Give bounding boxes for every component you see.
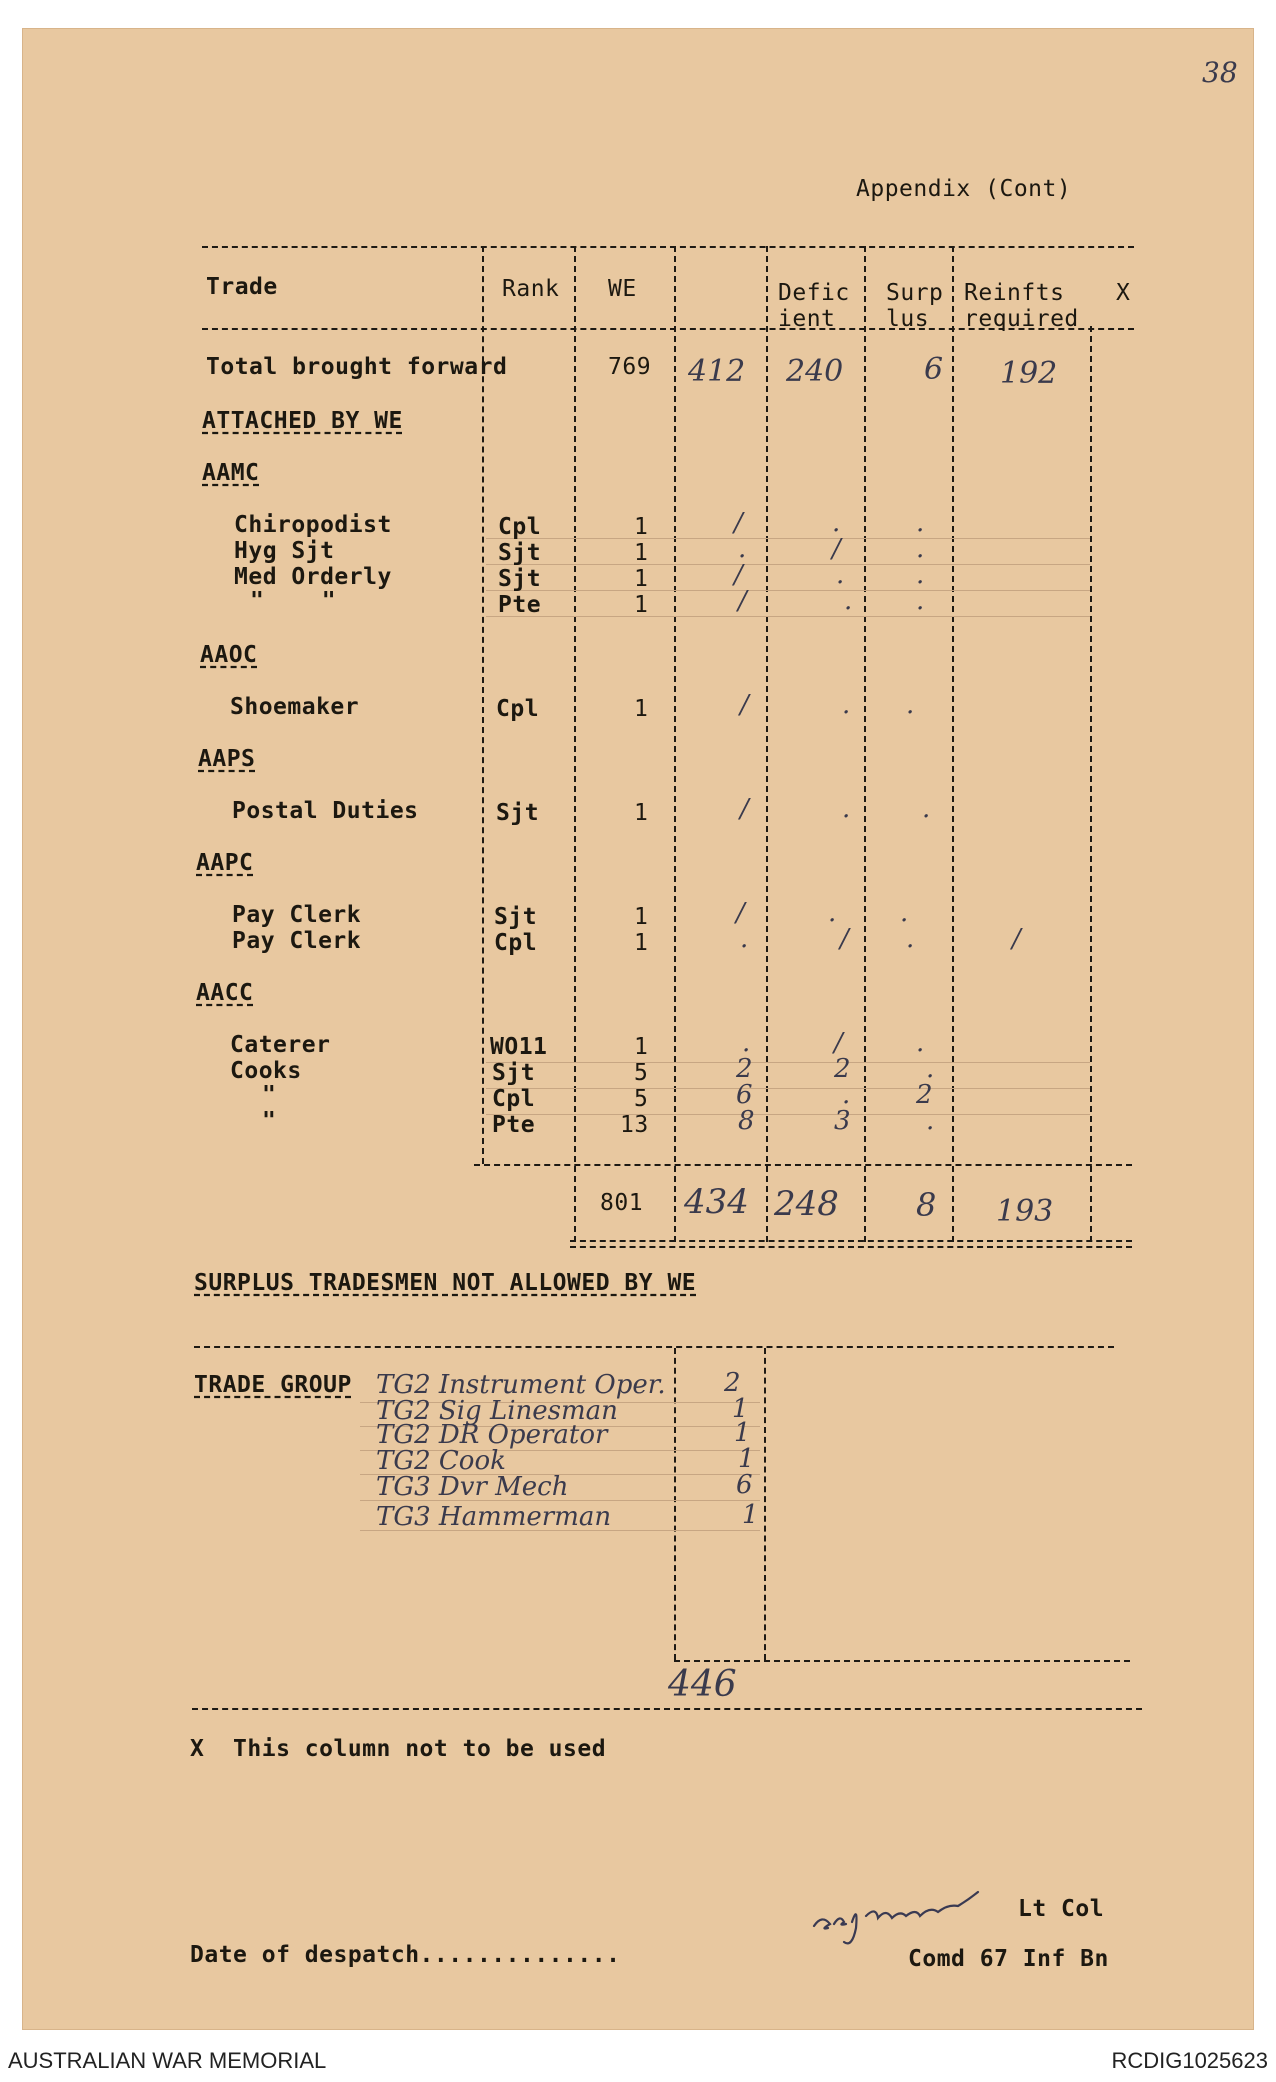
row-held: 8 [738, 1106, 755, 1136]
row-we: 1 [634, 800, 649, 826]
row-deficient: . [842, 690, 851, 720]
row-trade: " [262, 1108, 277, 1134]
row-trade: " [262, 1082, 277, 1108]
row-held: 2 [736, 1054, 753, 1084]
row-rank: WO11 [490, 1034, 548, 1060]
row-deficient: . [832, 508, 841, 538]
command-title: Comd 67 Inf Bn [908, 1946, 1109, 1972]
brought-forward-label: Total brought forward [206, 354, 508, 380]
row-we: 1 [634, 904, 649, 930]
row-held: / [740, 690, 749, 720]
row-surplus: . [916, 560, 925, 590]
row-we: 1 [634, 696, 649, 722]
row-surplus: . [916, 586, 925, 616]
header-x: X [1116, 280, 1131, 306]
row-held: . [738, 534, 747, 564]
surplus-bottom-rule [674, 1660, 1130, 1662]
page-number: 38 [1202, 56, 1238, 89]
row-we: 5 [634, 1060, 649, 1086]
row-we: 13 [620, 1112, 649, 1138]
total-surplus: 8 [916, 1186, 937, 1224]
row-trade: Chiropodist [234, 512, 392, 538]
trade-group-name: TG2 Instrument Oper. [376, 1370, 666, 1400]
brought-forward-we: 769 [608, 354, 652, 380]
header-trade: Trade [206, 274, 278, 300]
row-surplus: 2 [916, 1080, 933, 1110]
appendix-title: Appendix (Cont) [856, 176, 1072, 202]
table-top-rule [202, 246, 1134, 248]
section-aapc: AAPC [196, 850, 254, 876]
row-deficient: / [832, 534, 841, 564]
row-we: 1 [634, 930, 649, 956]
row-we: 1 [634, 540, 649, 566]
ruled-line [486, 538, 1090, 539]
ruled-line [486, 590, 1090, 591]
row-deficient: . [842, 794, 851, 824]
held-column-rule [674, 246, 676, 1242]
trade-group-count: 6 [736, 1470, 753, 1500]
section-aaoc: AAOC [200, 642, 258, 668]
row-held: / [734, 508, 743, 538]
totals-double-rule [570, 1246, 1132, 1248]
header-surplus: Surp lus [886, 280, 944, 332]
section-aaps: AAPS [198, 746, 256, 772]
row-rank: Pte [492, 1112, 536, 1138]
trade-group-name: TG3 Dvr Mech [376, 1472, 569, 1502]
row-deficient: / [840, 924, 849, 954]
deficient-column-rule [766, 246, 768, 1242]
trade-group-count: 2 [724, 1368, 741, 1398]
row-held: / [738, 586, 747, 616]
row-trade: Shoemaker [230, 694, 360, 720]
brought-forward-reinfts: 192 [1000, 356, 1058, 391]
header-reinfts-required: Reinfts required [964, 280, 1079, 332]
ruled-line [486, 616, 1090, 617]
total-we: 801 [600, 1190, 644, 1216]
row-deficient: . [842, 1080, 851, 1110]
row-surplus: . [922, 794, 931, 824]
section-aacc: AACC [196, 980, 254, 1006]
section-end-rule [192, 1708, 1142, 1710]
surplus-column-rule [864, 246, 866, 1242]
trade-group-count: 1 [742, 1500, 759, 1530]
row-held: . [740, 924, 749, 954]
row-trade: Pay Clerk [232, 902, 362, 928]
row-surplus: . [906, 924, 915, 954]
row-trade: Postal Duties [232, 798, 419, 824]
trade-group-name: TG2 Sig Linesman [376, 1396, 618, 1426]
total-reinfts: 193 [996, 1194, 1054, 1229]
row-surplus: . [916, 534, 925, 564]
brought-forward-held: 412 [688, 354, 746, 389]
row-held: . [742, 1028, 751, 1058]
row-held: / [734, 560, 743, 590]
row-surplus: . [900, 898, 909, 928]
attached-heading: ATTACHED BY WE [202, 408, 403, 434]
row-deficient: . [844, 586, 853, 616]
column-note: X This column not to be used [190, 1736, 607, 1762]
date-of-despatch: Date of despatch.............. [190, 1942, 621, 1968]
ruled-line [486, 1062, 1090, 1063]
row-trade: Med Orderly [234, 564, 392, 590]
row-rank: Sjt [498, 566, 542, 592]
row-held: / [740, 794, 749, 824]
we-column-rule [574, 246, 576, 1242]
row-we: 5 [634, 1086, 649, 1112]
trade-group-total: 446 [668, 1664, 737, 1705]
row-trade: Hyg Sjt [234, 538, 335, 564]
ruled-line [486, 564, 1090, 565]
surplus-count-left-rule [674, 1348, 676, 1660]
footer-record-id: RCDIG1025623 [1111, 2048, 1268, 2073]
section-aamc: AAMC [202, 460, 260, 486]
row-rank: Sjt [492, 1060, 536, 1086]
row-we: 1 [634, 592, 649, 618]
row-held: 6 [736, 1080, 753, 1110]
rank-column-rule [482, 246, 484, 1164]
archive-footer [0, 2036, 1276, 2082]
row-surplus: . [926, 1106, 935, 1136]
row-deficient: . [836, 560, 845, 590]
row-surplus: . [926, 1054, 935, 1084]
ruled-line [486, 1114, 1090, 1115]
x-column-rule [1090, 326, 1092, 1242]
row-rank: Sjt [496, 800, 540, 826]
row-deficient: / [834, 1028, 843, 1058]
trade-group-name: TG2 DR Operator [376, 1420, 608, 1450]
reinfts-column-rule [952, 246, 954, 1242]
row-deficient: 3 [834, 1106, 851, 1136]
row-trade: Pay Clerk [232, 928, 362, 954]
row-trade: Caterer [230, 1032, 331, 1058]
total-held: 434 [684, 1182, 749, 1222]
surplus-count-right-rule [764, 1348, 766, 1660]
header-we: WE [608, 276, 637, 302]
trade-group-name: TG2 Cook [376, 1446, 506, 1476]
row-deficient: 2 [834, 1054, 851, 1084]
trade-group-count: 1 [732, 1394, 749, 1424]
row-trade: " " [250, 588, 337, 614]
surplus-top-rule [194, 1346, 1114, 1348]
header-deficient: Defic ient [778, 280, 850, 332]
brought-forward-surplus: 6 [924, 352, 944, 387]
trade-group-count: 1 [734, 1418, 751, 1448]
trade-group-count: 1 [738, 1444, 755, 1474]
footer-institution: AUSTRALIAN WAR MEMORIAL [8, 2048, 327, 2073]
row-rank: Sjt [498, 540, 542, 566]
total-deficient: 248 [774, 1184, 839, 1224]
surplus-heading: SURPLUS TRADESMEN NOT ALLOWED BY WE [194, 1270, 697, 1296]
row-we: 1 [634, 566, 649, 592]
row-held: / [736, 898, 745, 928]
row-rank: Sjt [494, 904, 538, 930]
row-deficient: . [828, 898, 837, 928]
row-rank: Pte [498, 592, 542, 618]
trade-group-name: TG3 Hammerman [376, 1502, 612, 1532]
trade-group-label: TRADE GROUP [194, 1372, 352, 1398]
row-we: 1 [634, 1034, 649, 1060]
row-rank: Cpl [498, 514, 542, 540]
row-surplus: . [906, 690, 915, 720]
row-trade: Cooks [230, 1058, 302, 1084]
totals-bottom-rule [570, 1240, 1132, 1242]
totals-top-rule [474, 1164, 1132, 1166]
header-rank: Rank [502, 276, 560, 302]
handwritten-signature [808, 1878, 1048, 1948]
row-we: 1 [634, 514, 649, 540]
brought-forward-deficient: 240 [786, 354, 844, 389]
row-surplus: . [916, 1028, 925, 1058]
row-rank: Cpl [496, 696, 540, 722]
row-surplus: . [916, 508, 925, 538]
row-rank: Cpl [494, 930, 538, 956]
rank-title: Lt Col [1018, 1896, 1105, 1922]
ruled-line [486, 1088, 1090, 1089]
row-reinfts: / [1012, 924, 1021, 954]
row-rank: Cpl [492, 1086, 536, 1112]
